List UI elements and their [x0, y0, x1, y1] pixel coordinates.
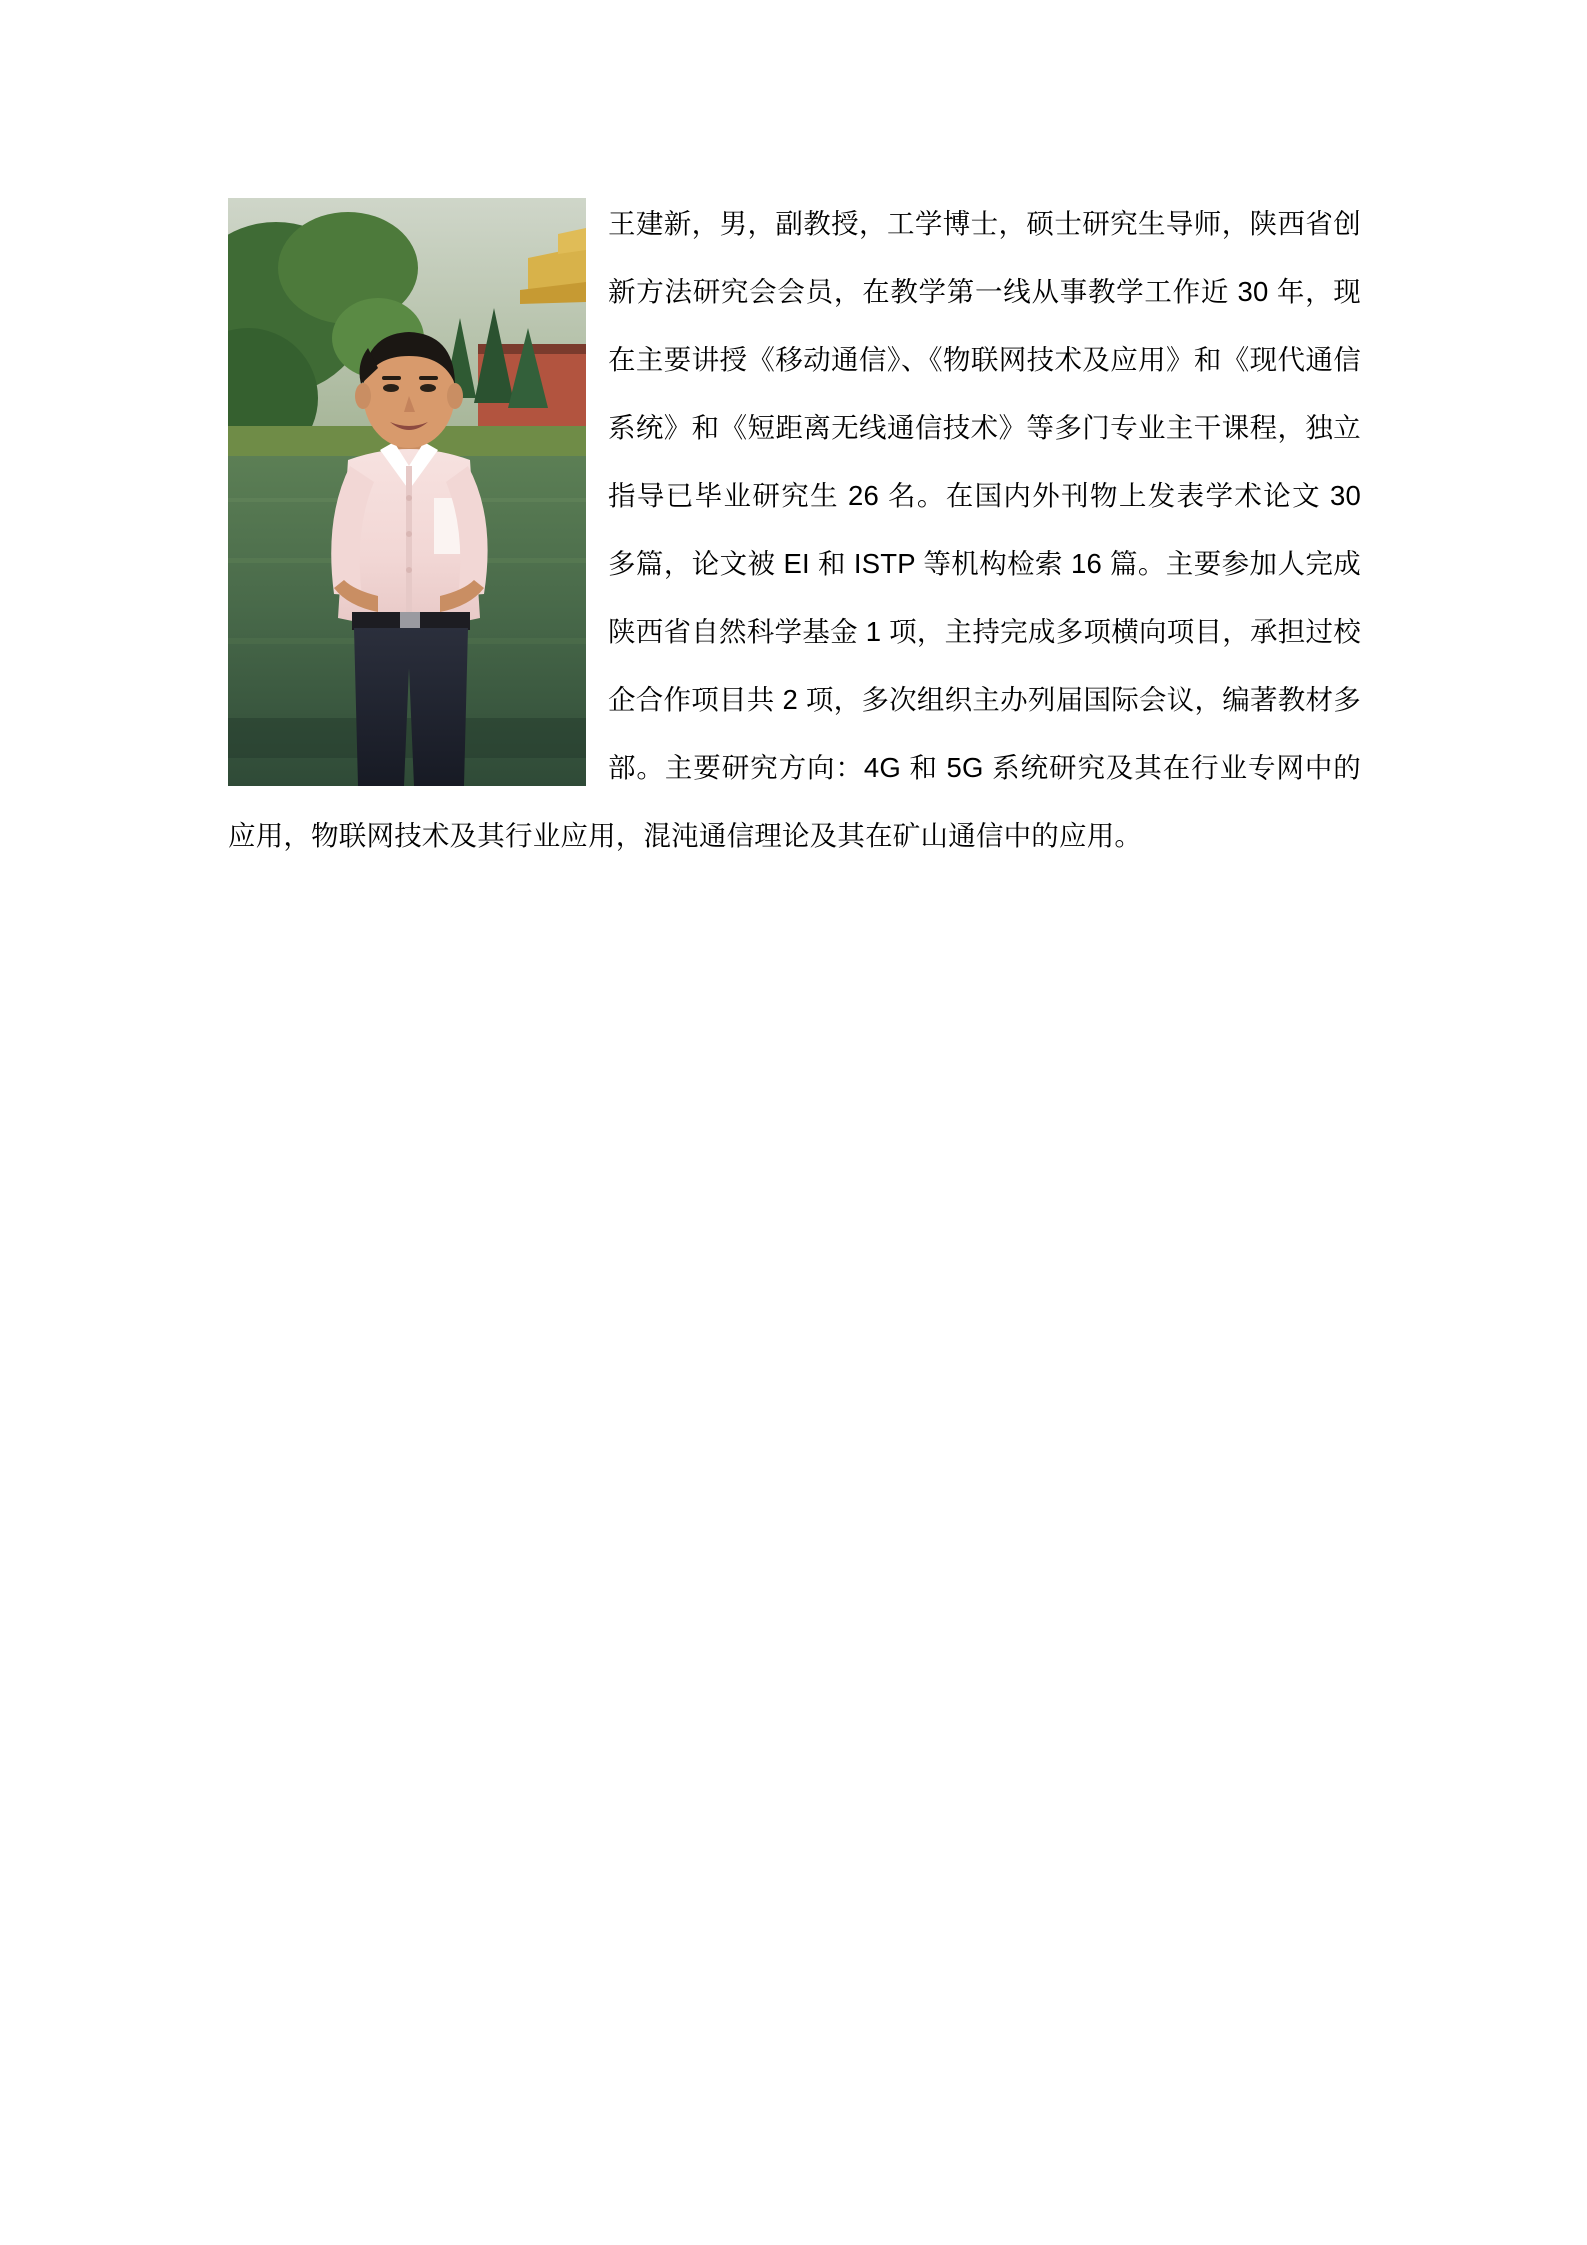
- document-content: [228, 190, 1361, 870]
- portrait-photo: [228, 198, 586, 786]
- biography-paragraph: 王建新，男，副教授，工学博士，硕士研究生导师，陕西省创新方法研究会会员，在教学第一线从事教学工作近 30 年，现在主要讲授《移动通信》、《物联网技术及应用》和《现代通信系统》和《短距离无线通信技术》等多门专业主干课程，独立指导已毕业研究生 26 名。在国内外刊物上发表学术论文 30 多篇，论文被 EI 和 ISTP 等机构检索 16 篇。主要参加人完成陕西省自然科学基金 1 项，主持完成多项横向项目，承担过校企合作项目共 2 项，多次组织主办列届国际会议，编著教材多部。主要研究方向：4G 和 5G 系统研究及其在行业专网中的应用，物联网技术及其行业应用，混沌通信理论及其在矿山通信中的应用。: [228, 208, 1361, 851]
- portrait-photo-image: [228, 198, 586, 786]
